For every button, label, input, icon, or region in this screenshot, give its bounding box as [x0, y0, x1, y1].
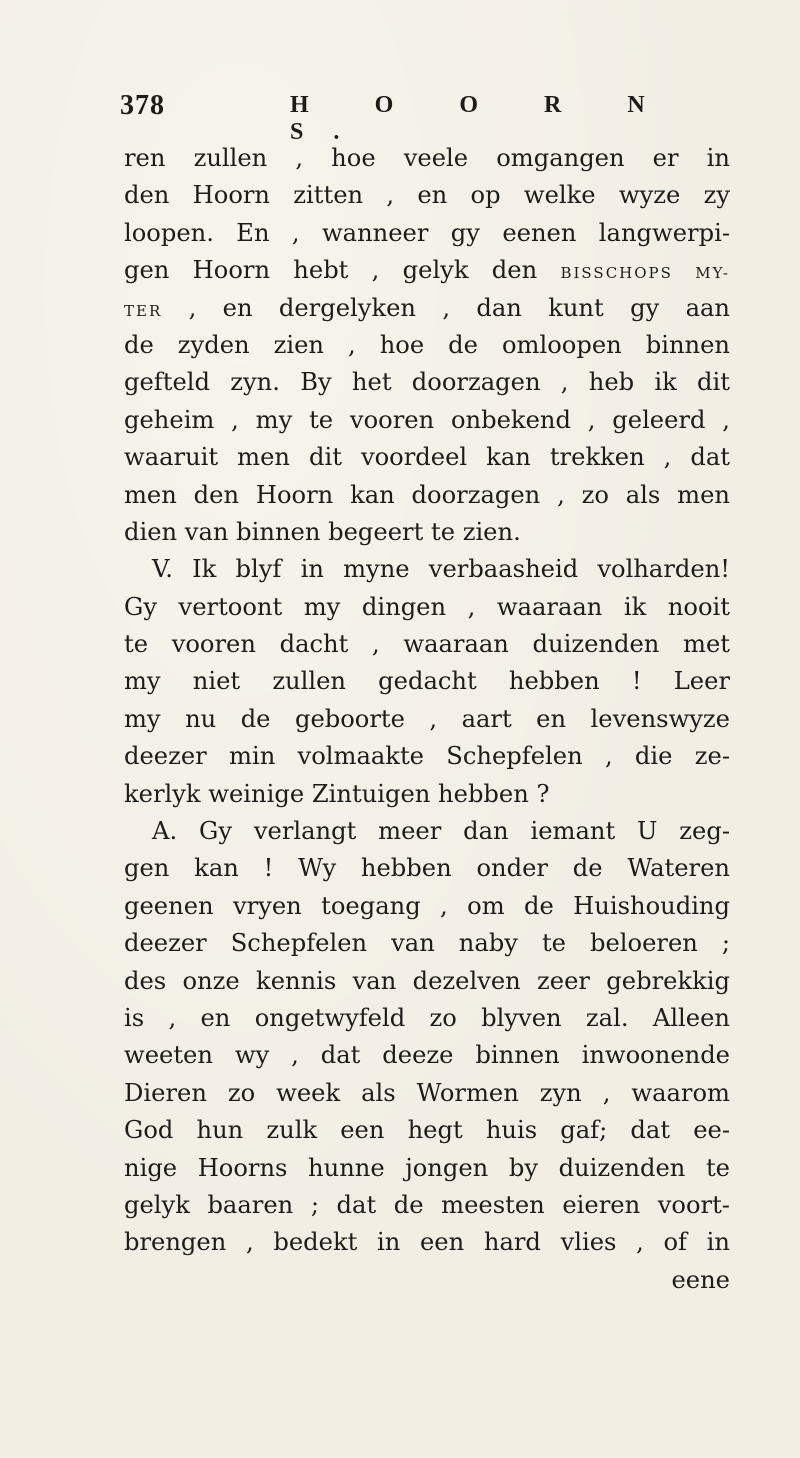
text-line: Gy vertoont my dingen , waaraan ik nooit	[124, 592, 730, 621]
text-line: den Hoorn zitten , en op welke wyze zy	[124, 181, 730, 210]
text-line	[124, 290, 730, 327]
text-line: my nu de geboorte , aart en levenswyze	[124, 704, 730, 733]
small-caps-term: TER	[124, 301, 163, 320]
text-line: my niet zullen gedacht hebben ! Leer	[124, 667, 730, 696]
text-line: gen kan ! Wy hebben onder de Wateren	[124, 854, 730, 883]
text-line: loopen. En , wanneer gy eenen langwerpi-	[124, 218, 730, 247]
text-line: gelyk baaren ; dat de meesten eieren voort-	[124, 1190, 730, 1219]
text-line: geheim , my te vooren onbekend , geleerd ,	[124, 405, 730, 434]
text-segment: gen Hoorn hebt , gelyk den	[124, 256, 538, 285]
text-line: waaruit men dit voordeel kan trekken , dat	[124, 443, 730, 472]
text-line: dien van binnen begeert te zien.	[124, 517, 521, 546]
text-line: de zyden zien , hoe de omloopen binnen	[124, 330, 730, 359]
text-line: God hun zulk een hegt huis gaf; dat ee-	[124, 1116, 730, 1145]
text-line: deezer Schepfelen van naby te beloeren ;	[124, 929, 730, 958]
text-line: geenen vryen toegang , om de Huishouding	[124, 891, 730, 920]
catchword: eene	[671, 1265, 730, 1294]
text-line: A. Gy verlangt meer dan iemant U zeg-	[152, 817, 730, 846]
small-caps-term: BISSCHOPS MY-	[560, 264, 730, 283]
running-head	[120, 90, 720, 145]
text-line: ren zullen , hoe veele omgangen er in	[124, 144, 730, 172]
text-line: nige Hoorns hunne jongen by duizenden te	[124, 1153, 730, 1182]
running-title: H O O R N S.	[290, 92, 675, 145]
text-line: deezer min volmaakte Schepfelen , die ze-	[124, 742, 730, 771]
text-line: weeten wy , dat deeze binnen inwoonende	[124, 1041, 730, 1070]
text-line: is , en ongetwyfeld zo blyven zal. Alleen	[124, 1003, 730, 1032]
text-segment: , en dergelyken , dan kunt gy aan	[188, 293, 730, 322]
text-line: Dieren zo week als Wormen zyn , waarom	[124, 1078, 730, 1107]
text-line: V. Ik blyf in myne verbaasheid volharden!	[152, 555, 730, 584]
text-line: kerlyk weinige Zintuigen hebben ?	[124, 779, 550, 808]
text-line: men den Hoorn kan doorzagen , zo als men	[124, 480, 730, 509]
text-line: brengen , bedekt in een hard vlies , of in	[124, 1228, 730, 1257]
text-line: des onze kennis van dezelven zeer gebrekkig	[124, 966, 730, 995]
body-text	[124, 140, 730, 1299]
text-line: te vooren dacht , waaraan duizenden met	[124, 630, 730, 659]
page-number: 378	[120, 90, 165, 121]
text-line: gefteld zyn. By het doorzagen , heb ik dit	[124, 368, 730, 397]
text-line	[124, 252, 730, 289]
